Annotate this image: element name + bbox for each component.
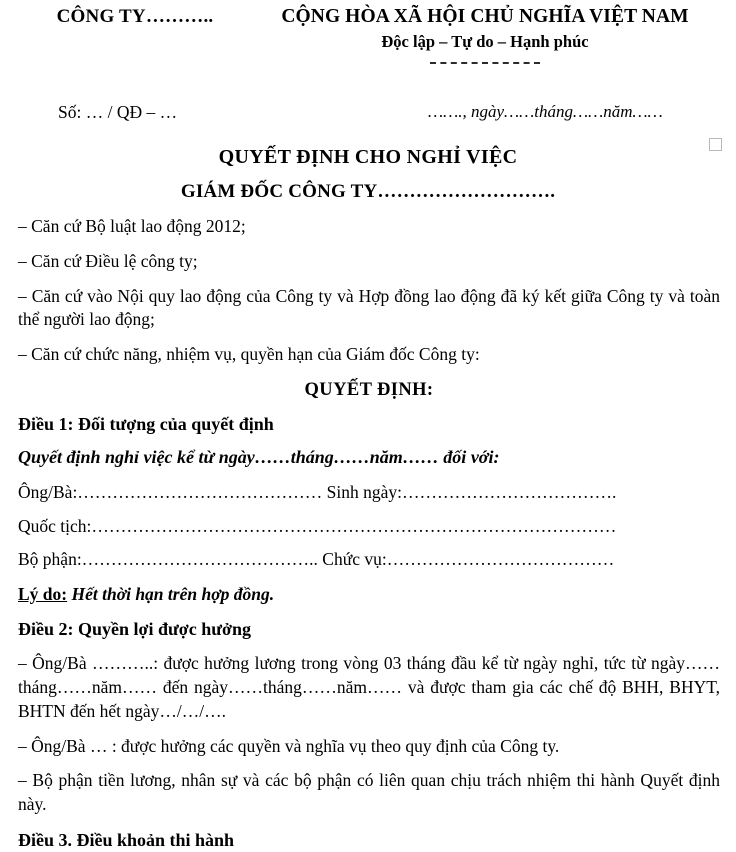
page-title: QUYẾT ĐỊNH CHO NGHỈ VIỆC — [218, 146, 518, 168]
article-3-heading: Điều 3. Điều khoản thi hành — [18, 829, 235, 850]
issuer-title: GIÁM ĐỐC CÔNG TY………………………. — [180, 181, 556, 202]
company-name-label: CÔNG TY……….. — [56, 6, 214, 27]
legal-basis-item: – Căn cứ Điều lệ công ty; — [18, 250, 198, 271]
article-2-clause: – Ông/Bà ………..: được hưởng lương trong vòng 03 tháng đầu kể từ ngày nghỉ, tức từ ngày……tháng……năm…… đến ngày……tháng……năm…… và được tham gia các chế độ BHH, BHYT, BHTN đến hết ngày…/…/…. — [18, 653, 720, 721]
document-number: Số: … / QĐ – … — [58, 102, 178, 122]
decision-keyword: QUYẾT ĐỊNH: — [304, 379, 434, 400]
field-nationality: Quốc tịch:……………………………………………………………………………… — [18, 515, 617, 536]
motto-divider — [430, 62, 540, 64]
legal-basis-item: – Căn cứ vào Nội quy lao động của Công ty và Hợp đồng lao động đã ký kết giữa Công ty và toàn thể người lao động; — [18, 285, 720, 330]
missing-glyph-box — [709, 138, 722, 151]
nation-title: CỘNG HÒA XÃ HỘI CHỦ NGHĨA VIỆT NAM — [281, 6, 689, 27]
number-date-row — [0, 96, 736, 136]
reason-line — [18, 583, 720, 606]
national-header-block — [255, 5, 715, 64]
document-date: ……., ngày……tháng……năm…… — [428, 102, 663, 121]
article-2-heading: Điều 2: Quyền lợi được hưởng — [18, 618, 252, 639]
reason-label: Lý do: — [18, 584, 68, 605]
legal-basis-item: – Căn cứ Bộ luật lao động 2012; — [18, 216, 246, 236]
article-1-heading: Điều 1: Đối tượng của quyết định — [18, 413, 274, 434]
field-department-position: Bộ phận:………………………………….. Chức vụ:………………………………… — [18, 549, 615, 570]
article-1-subheading: Quyết định nghỉ việc kể từ ngày……tháng……năm…… đối với: — [18, 447, 500, 468]
reason-value: Hết thời hạn trên hợp đồng. — [71, 584, 275, 605]
article-2-clause: – Ông/Bà … : được hưởng các quyền và nghĩa vụ theo quy định của Công ty. — [18, 735, 560, 756]
legal-basis-item: – Căn cứ chức năng, nhiệm vụ, quyền hạn của Giám đốc Công ty: — [18, 344, 480, 365]
article-2-clause: – Bộ phận tiền lương, nhân sự và các bộ phận có liên quan chịu trách nhiệm thi hành Quyết định này. — [18, 770, 720, 815]
document-body — [0, 215, 736, 852]
article-2-clauses — [18, 652, 720, 817]
legal-basis-list — [18, 215, 720, 367]
nation-motto: Độc lập – Tự do – Hạnh phúc — [381, 32, 589, 52]
field-name-birthdate: Ông/Bà:…………………………………… Sinh ngày:………………………………. — [18, 481, 617, 502]
document-header — [0, 0, 736, 92]
